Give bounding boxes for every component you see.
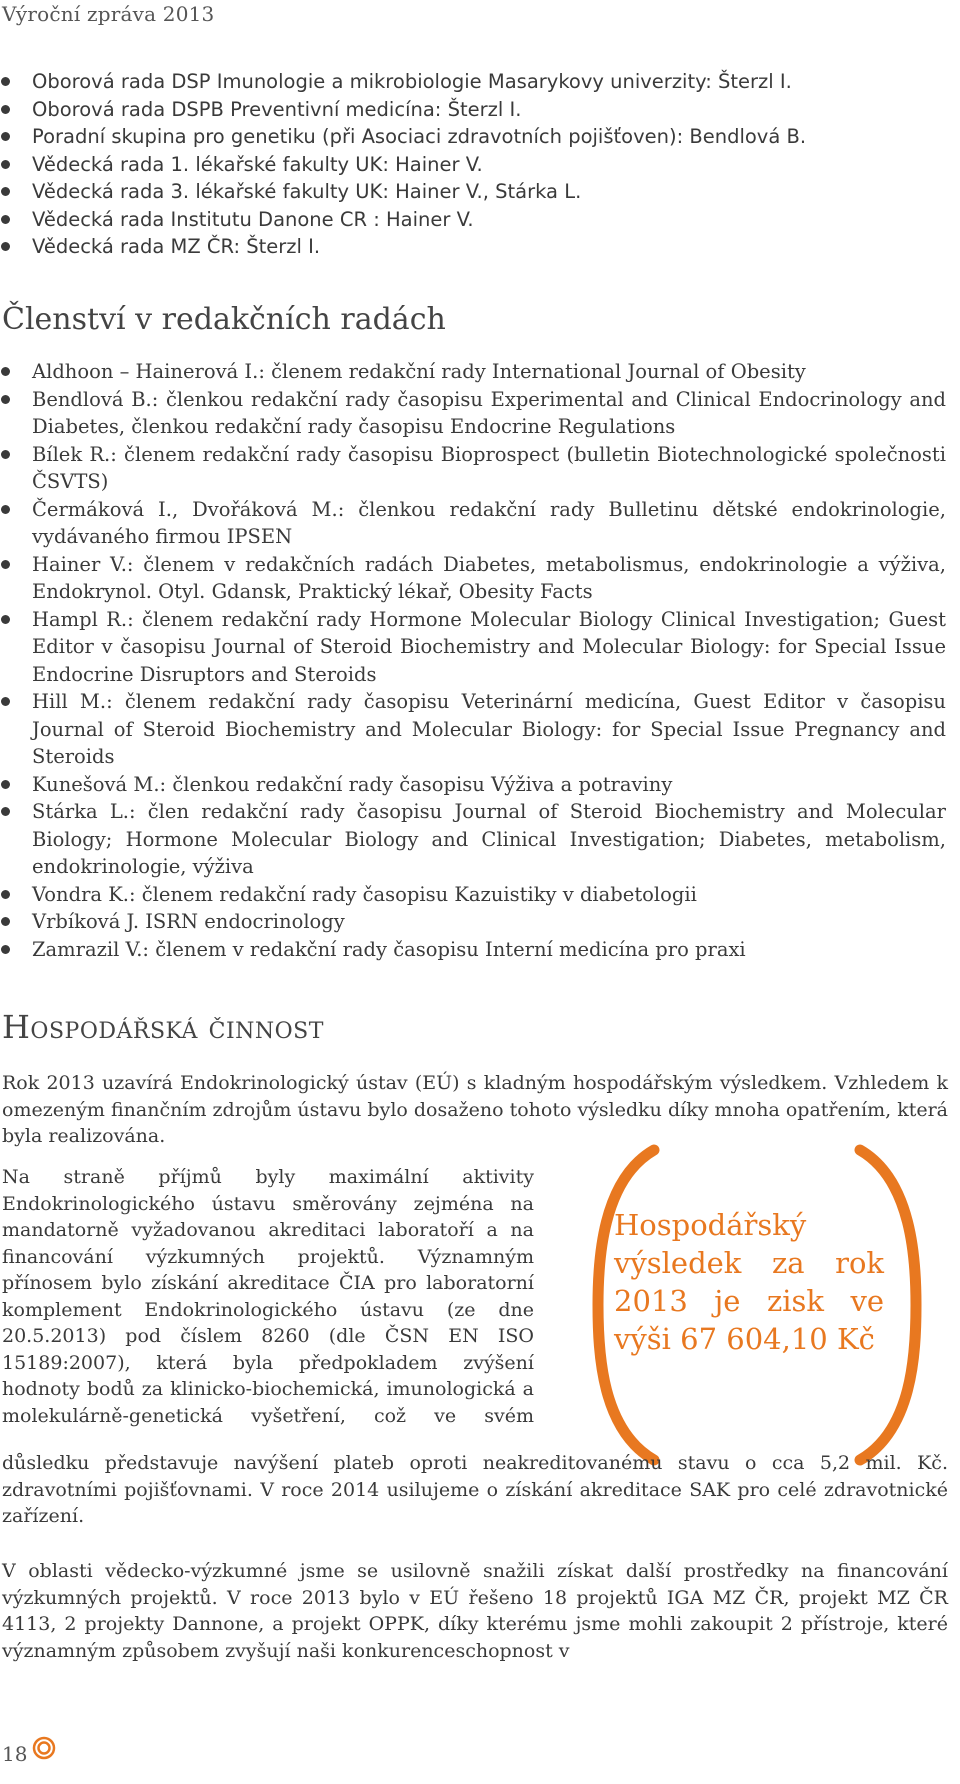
- heading-text: Hospodářská činnost: [2, 1008, 324, 1046]
- list-item: Stárka L.: člen redakční rady časopisu Journal of Steroid Biochemistry and Molecular Biology; Hormone Molecular Biology and Clinical Investigation; Diabetes, metabolism, endokrinologie, výživa: [0, 798, 946, 881]
- page-number: 18: [2, 1742, 28, 1766]
- list-item: Oborová rada DSPB Preventivní medicína: Šterzl I.: [0, 96, 946, 124]
- section-heading-clenstvi: Členství v redakčních radách: [2, 302, 446, 337]
- list-item: Oborová rada DSP Imunologie a mikrobiologie Masarykovy univerzity: Šterzl I.: [0, 68, 946, 96]
- list-item: Kunešová M.: členkou redakční rady časopisu Výživa a potraviny: [0, 771, 946, 799]
- list-item: Poradní skupina pro genetiku (při Asociaci zdravotních pojišťoven): Bendlová B.: [0, 123, 946, 151]
- list-item: Vondra K.: členem redakční rady časopisu Kazuistiky v diabetologii: [0, 881, 946, 909]
- target-circle-icon: [32, 1736, 56, 1760]
- list-item: Aldhoon – Hainerová I.: členem redakční rady International Journal of Obesity: [0, 358, 946, 386]
- list-item: Vědecká rada 1. lékařské fakulty UK: Hainer V.: [0, 151, 946, 179]
- paragraph: V oblasti vědecko-výzkumné jsme se usilovně snažili získat další prostředky na financování výzkumných projektů. V roce 2013 bylo v EÚ řešeno 18 projektů IGA MZ ČR, projekt MZ ČR 4113, 2 projekty Dannone, a projekt OPPK, díky kterému jsme mohli zakoupit 2 přístroje, které významným způsobem zvyšují naši konkurenceschopnost v: [2, 1560, 948, 1662]
- clenstvi-list: [0, 358, 946, 963]
- list-item: Hampl R.: členem redakční rady Hormone Molecular Biology Clinical Investigation; Guest Editor v časopisu Journal of Steroid Biochemistry and Molecular Biology: for Special Issue Endocrine Disruptors and Steroids: [0, 606, 946, 689]
- list-item: Zamrazil V.: členem v redakční rady časopisu Interní medicína pro praxi: [0, 936, 946, 964]
- result-callout: [592, 1140, 922, 1470]
- callout-text: Hospodářský výsledek za rok 2013 je zisk ve výši 67 604,10 Kč: [614, 1208, 884, 1356]
- list-item: Vědecká rada Institutu Danone CR : Hainer V.: [0, 206, 946, 234]
- rady-list: [0, 68, 946, 261]
- list-item: Čermáková I., Dvořáková M.: členkou redakční rady Bulletinu dětské endokrinologie, vydávaného firmou IPSEN: [0, 496, 946, 551]
- running-header: Výroční zpráva 2013: [2, 2, 215, 26]
- list-item: Hill M.: členem redakční rady časopisu Veterinární medicína, Guest Editor v časopisu Journal of Steroid Biochemistry and Molecular Biology: for Special Issue Pregnancy and Steroids: [0, 688, 946, 771]
- list-item: Hainer V.: členem v redakčních radách Diabetes, metabolismus, endokrinologie a výživa, Endokrynol. Otyl. Gdansk, Praktický lékař, Obesity Facts: [0, 551, 946, 606]
- list-item: Bílek R.: členem redakční rady časopisu Bioprospect (bulletin Biotechnologické společnosti ČSVTS): [0, 441, 946, 496]
- list-item: Bendlová B.: členkou redakční rady časopisu Experimental and Clinical Endocrinology and Diabetes, členkou redakční rady časopisu Endocrine Regulations: [0, 386, 946, 441]
- paragraph: Rok 2013 uzavírá Endokrinologický ústav (EÚ) s kladným hospodářským výsledkem. Vzhledem k omezeným finančním zdrojům ústavu bylo dosaženo tohoto výsledku díky mnoha opatřením, která byla realizována.: [2, 1072, 948, 1147]
- list-item: Vědecká rada 3. lékařské fakulty UK: Hainer V., Stárka L.: [0, 178, 946, 206]
- list-item: Vrbíková J. ISRN endocrinology: [0, 908, 946, 936]
- paragraph: důsledku představuje navýšení plateb oproti neakreditovanému stavu o cca 5,2 mil. Kč. zdravotními pojišťovnami. V roce 2014 usilujeme o získání akreditace SAK pro celé zdravotnické zařízení.: [2, 1452, 948, 1527]
- list-item: Vědecká rada MZ ČR: Šterzl I.: [0, 233, 946, 261]
- section-heading-hospodarska: [2, 1008, 324, 1046]
- paragraph-left-column: Na straně příjmů byly maximální aktivity Endokrinologického ústavu směrovány zejména na mandatorně vyžadovanou akreditaci laboratoří a na financování výzkumných projektů. Významným přínosem bylo získání akreditace ČIA pro laboratorní komplement Endokrinologického ústavu (ze dne 20.5.2013) pod číslem 8260 (dle ČSN EN ISO 15189:2007), která byla předpokladem zvýšení hodnoty bodů za klinicko-biochemická, imunologická a molekulárně-genetická vyšetření, což ve svém: [2, 1166, 534, 1427]
